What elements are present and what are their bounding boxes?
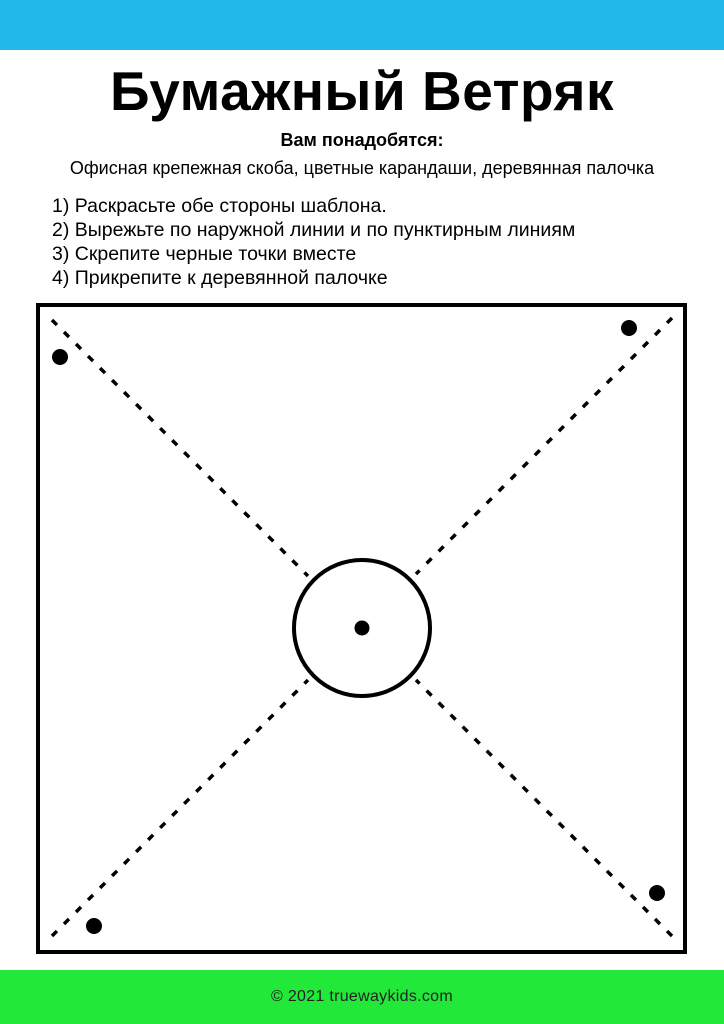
bottom-color-bar [0,970,724,1024]
dashed-cut-line-bottom-left [52,680,308,936]
dashed-cut-line-bottom-right [416,680,672,936]
step-2: 2) Вырежьте по наружной линии и по пунктирным линиям [52,219,576,241]
materials-list: Офисная крепежная скоба, цветные карандаши, деревянная палочка [69,158,655,178]
page-title: Бумажный Ветряк [109,60,614,122]
corner-dot-bottom-left [86,918,102,934]
copyright-footer: © 2021 truewaykids.com [270,988,454,1005]
center-dot [355,621,370,636]
step-3: 3) Скрепите черные точки вместе [52,243,357,265]
dashed-cut-line-top-right [416,318,672,574]
corner-dot-top-right [621,320,637,336]
step-4: 4) Прикрепите к деревянной палочке [52,267,388,289]
step-1: 1) Раскрасьте обе стороны шаблона. [52,195,387,217]
corner-dot-top-left [52,349,68,365]
materials-heading: Вам понадобятся: [280,130,444,150]
corner-dot-bottom-right [649,885,665,901]
dashed-cut-line-top-left [52,320,308,576]
